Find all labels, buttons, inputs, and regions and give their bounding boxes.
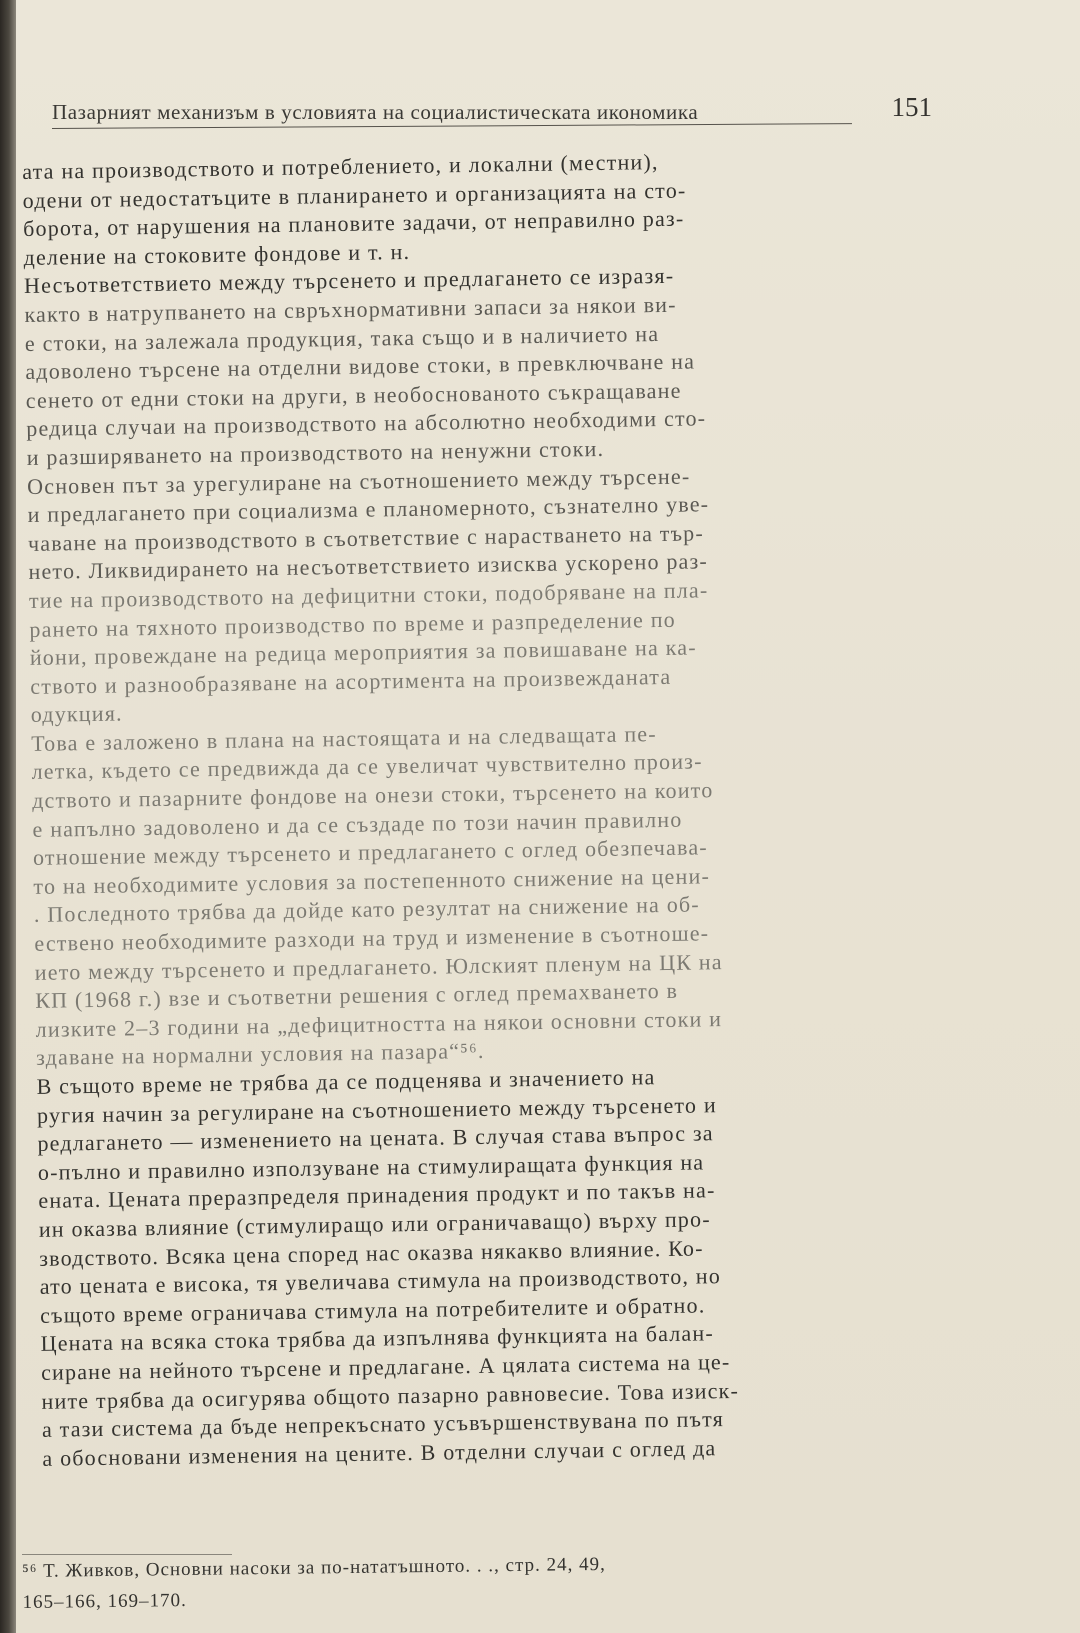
text-line: адоволено търсене на отделни видове стоки, в превключване на — [25, 348, 696, 385]
text-line: тие на производството на дефицитни стоки, подобряване на пла- — [28, 577, 709, 613]
text-line: ин оказва влияние (стимулиращо или ограничаващо) върху про- — [38, 1206, 711, 1242]
text-line: Цената на всяка стока трябва да изпълнява функцията на балан- — [40, 1320, 715, 1357]
page-number: 151 — [891, 92, 932, 122]
text-line: ието между търсенето и предлагането. Юлският пленум на ЦК на — [34, 948, 723, 985]
text-line: летка, където се предвижда да се увеличат чувствително произ- — [31, 748, 703, 785]
text-line: сиране на нейното търсене и предлагане. А цялата система на це- — [40, 1348, 731, 1385]
text-line: същото време ограничава стимула на потребителите и обратно. — [39, 1292, 706, 1328]
text-line: о-пълно и правилно използуване на стимулиращата функция на — [37, 1149, 705, 1185]
text-line: а тази система да бъде непрекъснато усъвършенствувана по пътя — [41, 1406, 725, 1442]
text-line: ествено необходимите разходи на труд и изменение в съотноше- — [34, 920, 710, 956]
text-line: здаване на нормални условия на пазара“⁵⁶. — [35, 1038, 485, 1071]
text-line: редлагането — изменението на цената. В случая става въпрос за — [37, 1120, 714, 1157]
text-line: зводството. Всяка цена според нас оказва някакво влияние. Ко- — [39, 1234, 704, 1271]
body-text — [22, 143, 993, 1473]
text-line: одукция. — [30, 700, 123, 728]
text-line: и разширяването на производството на ненужни стоки. — [26, 435, 605, 470]
footnote-line: 165–166, 169–170. — [22, 1589, 187, 1613]
text-line: нето. Ликвидирането на несъответствието изисква ускорено раз- — [28, 548, 709, 585]
text-line: е напълно задоволено и да се създаде по този начин правилно — [32, 806, 683, 842]
footnote-line: ⁵⁶ Т. Живков, Основни насоки за по-нататъшното. . ., стр. 24, 49, — [22, 1553, 606, 1582]
text-line: а обосновани изменения на цените. В отделни случаи с оглед да — [42, 1434, 717, 1471]
text-line: Основен път за урегулиране на съотношението между търсене- — [26, 463, 691, 499]
text-line: КП (1968 г.) взе и съответни решения с оглед премахването в — [35, 978, 679, 1014]
text-line: чаване на производството в съответствие с нарастването на тър- — [27, 520, 705, 556]
text-line: то на необходимите условия за постепенното снижение на цени- — [33, 863, 711, 899]
running-title: Пазарният механизъм в условията на социалистическата икономика — [52, 100, 699, 124]
text-line: одени от недостатъците в планирането и организацията на сто- — [22, 177, 687, 213]
text-line: лизките 2–3 години на „дефицитността на някои основни стоки и — [35, 1005, 723, 1042]
text-line: както в натрупването на свръхнормативни запаси за някои ви- — [24, 291, 677, 327]
text-line: рането на тяхното производство по време и разпределение по — [29, 606, 677, 642]
text-line: Несъответствието между търсенето и предлагането се изразя- — [23, 263, 675, 299]
text-line: . Последното трябва да дойде като резултат на снижение на об- — [33, 891, 701, 928]
text-line: ругия начин за регулиране на съотношението между търсенето и — [36, 1091, 718, 1128]
text-line: ните трябва да осигурява общото пазарно равновесие. Това изиск- — [41, 1377, 740, 1414]
text-line: деление на стоковите фондове и т. н. — [23, 238, 411, 270]
text-line: сенето от едни стоки на други, в необоснованото съкращаване — [25, 377, 682, 413]
footnotes — [22, 1544, 983, 1618]
text-line: дството и пазарните фондове на онези стоки, търсенето на които — [31, 777, 714, 813]
text-line: ената. Цената преразпределя принадения продукт и по такъв на- — [38, 1177, 716, 1214]
text-line: В същото време не трябва да се подценява и значението на — [36, 1064, 656, 1099]
text-line: редица случаи на производството на абсолютно необходими сто- — [26, 405, 707, 442]
text-line: ството и разнообразяване на асортимента на произвежданата — [30, 663, 672, 699]
text-line: е стоки, на залежала продукция, така също и в наличието на — [24, 320, 660, 356]
text-line: и предлагането при социализма е планомерното, съзнателно уве- — [27, 491, 710, 528]
text-line: ата на производството и потреблението, и локални (местни), — [22, 149, 659, 184]
text-line: ато цената е висока, тя увеличава стимула на производството, но — [39, 1263, 722, 1300]
book-binding-edge — [0, 0, 16, 1633]
text-line: йони, провеждане на редица мероприятия за повишаване на ка- — [29, 634, 697, 671]
text-line: отношение между търсенето и предлагането с оглед обезпечава- — [32, 834, 709, 871]
text-line: Това е заложено в плана на настоящата и на следващата пе- — [30, 720, 657, 756]
text-line: борота, от нарушения на плановите задачи, от неправилно раз- — [22, 205, 685, 242]
